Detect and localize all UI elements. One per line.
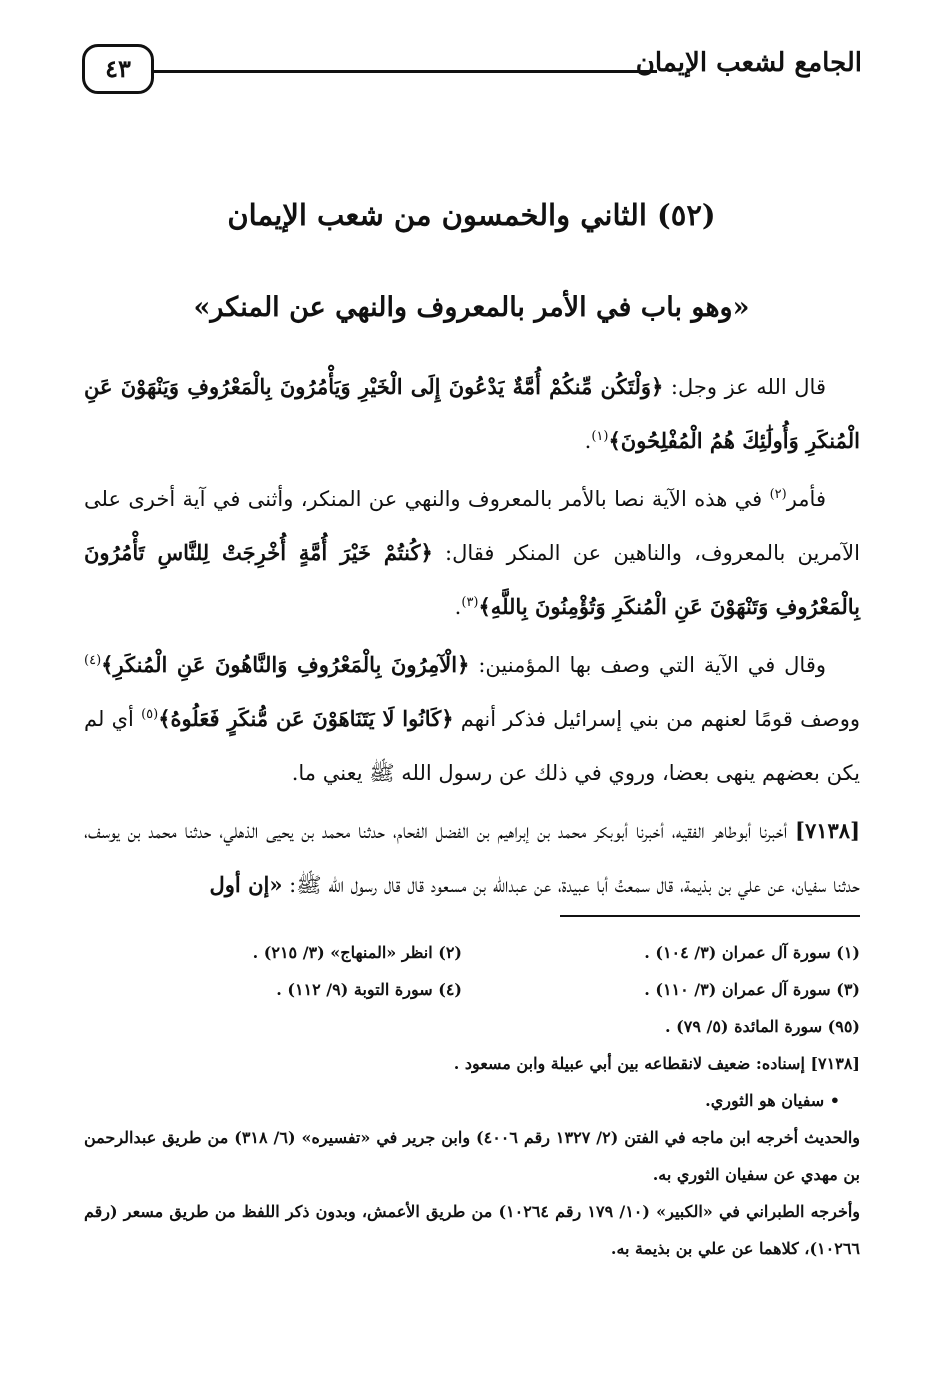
isnad-number: [٧١٣٨] (810, 1054, 860, 1073)
footnote-ref-4: (٤) (84, 653, 102, 668)
p3-text-2: ووصف قومًا لعنهم من بني إسرائيل فذكر أنهم (453, 707, 860, 731)
footnote-grid (84, 934, 860, 1008)
chapter-title: (٥٢) الثاني والخمسون من شعب الإيمان (227, 198, 716, 232)
hadith-paragraph (84, 804, 860, 912)
quran-verse-2: ﴿كُنتُمْ خَيْرَ أُمَّةٍ أُخْرِجَتْ لِلنَّاسِ تَأْمُرُونَ بِالْمَعْرُوفِ وَتَنْهَوْنَ عَنِ الْمُنكَرِ وَتُؤْمِنُونَ بِاللَّهِ﴾ (84, 540, 860, 619)
p2-end: . (454, 595, 462, 619)
footnote-ref-5: (٥) (141, 707, 159, 722)
footnote-ref-2: (٢) (769, 487, 787, 502)
takhrij-1: والحديث أخرجه ابن ماجه في الفتن (٢/ ١٣٢٧ رقم ٤٠٠٦) وابن جرير في «تفسيره» (٦/ ٣١٨) من طريق عبدالرحمن بن مهدي عن سفيان الثوري به. (84, 1128, 861, 1184)
p3-text-1: وقال في الآية التي وصف بها المؤمنين: (469, 653, 826, 677)
footnote-ref-3: (٣) (461, 595, 479, 610)
running-title: الجامع لشعب الإيمان (635, 48, 862, 78)
hadith-number: [٧١٣٨] (795, 818, 860, 843)
main-text (84, 360, 860, 916)
paragraph-3 (84, 638, 860, 800)
p3-text-3: أي لم يكن بعضهم ينهى بعضا، وروي في ذلك عن رسول الله ﷺ يعني ما. (84, 707, 860, 785)
paragraph-2 (84, 472, 860, 634)
p1-intro: قال الله عز وجل: (663, 375, 826, 399)
quran-verse-1: ﴿وَلْتَكُن مِّنكُمْ أُمَّةٌ يَدْعُونَ إِلَى الْخَيْرِ وَيَأْمُرُونَ بِالْمَعْرُوفِ وَيَنْهَوْنَ عَنِ الْمُنكَرِ وَأُولَٰئِكَ هُمُ الْمُفْلِحُونَ﴾ (84, 374, 860, 453)
footnote-4: (٤) سورة التوبة (٩/ ١١٢) . (276, 980, 462, 999)
footnote-2: (٢) انظر «المنهاج» (٣/ ٢١٥) . (252, 943, 462, 962)
footnotes (84, 934, 860, 1267)
quran-verse-3: ﴿الْآمِرُونَ بِالْمَعْرُوفِ وَالنَّاهُونَ عَنِ الْمُنكَرِ﴾ (101, 652, 470, 677)
footnote-1: (١) سورة آل عمران (٣/ ١٠٤) . (644, 943, 860, 962)
header-rule (152, 70, 657, 73)
hadith-text: أخبرنا أبوطاهر الفقيه، أخبرنا أبوبكر محمد بن إبراهيم بن الفضل الفحام، حدثنا محمد بن يحيى الذهلي، حدثنا محمد بن يوسف، حدثنا سفيان، عن علي بن بذيمة، قال سمعتُ أبا عبيدة، عن عبدالله بن مسعود قال قال رسول الله ﷺ: (84, 819, 860, 897)
running-header (82, 40, 862, 100)
p2-start: فأمر (786, 487, 826, 511)
page-number: ٤٣ (82, 44, 154, 94)
p1-end: . (584, 429, 592, 453)
footnote-separator (560, 915, 860, 917)
footnote-5: (٩٥) سورة المائدة (٥/ ٧٩) . (665, 1017, 860, 1036)
narrator-note: • سفيان هو الثوري. (705, 1091, 840, 1110)
footnote-3: (٣) سورة آل عمران (٣/ ١١٠) . (644, 980, 860, 999)
takhrij-2: وأخرجه الطبراني في «الكبير» (١٠/ ١٧٩ رقم ١٠٢٦٤) من طريق الأعمش، وبدون ذكر اللفظ من طريق مسعر (رقم ١٠٢٦٦)، كلاهما عن علي بن بذيمة به. (84, 1202, 860, 1258)
paragraph-1 (84, 360, 860, 468)
p2-text: في هذه الآية نصا بالأمر بالمعروف والنهي عن المنكر، وأثنى في آية أخرى على الآمرين بالمعروف، والناهين عن المنكر فقال: (84, 487, 860, 565)
hadith-quote-start: «إن أول (209, 872, 283, 897)
isnad-text: إسناده: ضعيف لانقطاعه بين أبي عبيلة وابن مسعود . (453, 1054, 811, 1073)
footnote-ref-1: (١) (591, 429, 609, 444)
chapter-subtitle: «وهو باب في الأمر بالمعروف والنهي عن المنكر» (193, 292, 750, 323)
quran-verse-4: ﴿كَانُوا لَا يَتَنَاهَوْنَ عَن مُّنكَرٍ فَعَلُوهُ﴾ (158, 706, 454, 731)
isnad-note (84, 1045, 860, 1082)
